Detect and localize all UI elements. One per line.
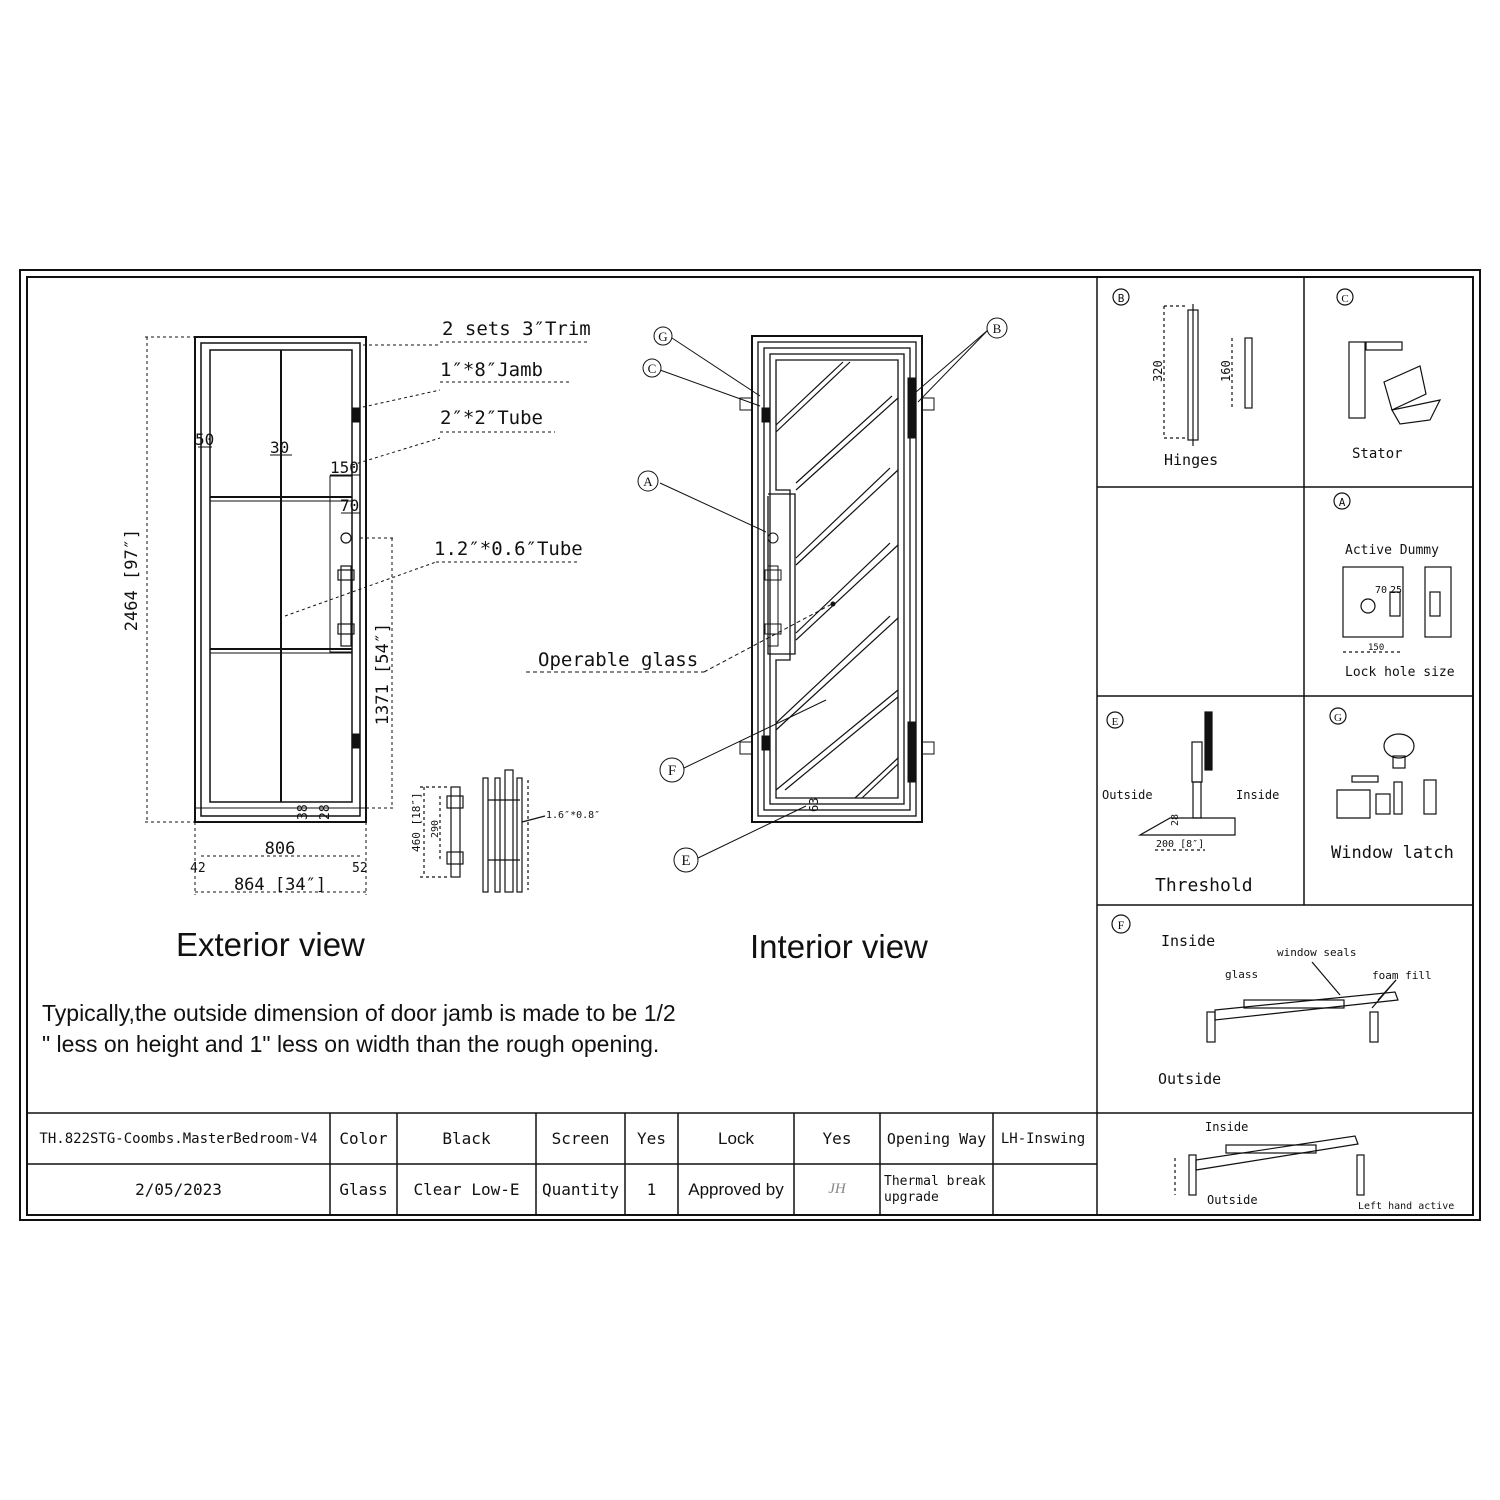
dim-38: 38 [296, 804, 311, 820]
lock-label-cell: Lock [718, 1128, 754, 1148]
latch-label: Window latch [1331, 843, 1454, 863]
dim-42: 42 [190, 861, 206, 876]
dim-52: 52 [352, 861, 368, 876]
opening-way-value: LH-Inswing [1000, 1130, 1086, 1147]
approved-label: Approved by [688, 1179, 784, 1199]
glass-value: Clear Low-E [413, 1180, 520, 1199]
inner-border [27, 277, 1473, 1215]
quantity-label: Quantity [541, 1180, 620, 1199]
dim-lock-25: 25 [1390, 585, 1403, 596]
section-outside: Outside [1158, 1070, 1222, 1088]
dim-width-inner: 806 [264, 839, 296, 859]
screen-label: Screen [551, 1129, 610, 1148]
interior-door-drawing [526, 330, 988, 858]
color-value: Black [442, 1129, 491, 1148]
marker-c-detail: C [1341, 293, 1349, 305]
callout-tube: 2″*2″Tube [440, 407, 543, 429]
lock-label: Lock hole size [1345, 665, 1455, 680]
jamb-note: Typically,the outside dimension of door jamb is made to be 1/2 " less on height and 1" less on width than the rough opening. [42, 1000, 676, 1057]
threshold-outside: Outside [1102, 788, 1153, 802]
marker-a-detail: A [1338, 496, 1346, 509]
lock-heading: Active Dummy [1345, 543, 1439, 558]
dim-height: 2464 [97″] [122, 528, 142, 632]
marker-b: B [992, 321, 1002, 336]
dim-threshold-28: 28 [1170, 813, 1181, 826]
callout-jamb: 1″*8″Jamb [440, 359, 543, 381]
dim-150: 150 [330, 458, 359, 477]
marker-f: F [667, 763, 677, 779]
plan-inside: Inside [1205, 1120, 1249, 1134]
latch-detail [1330, 708, 1436, 818]
glass-label: Glass [339, 1180, 388, 1199]
marker-g: G [658, 329, 668, 344]
section-inside: Inside [1161, 932, 1216, 950]
outer-border [20, 270, 1480, 1220]
stator-label: Stator [1352, 446, 1403, 462]
marker-e: E [681, 853, 691, 869]
dim-handle-height: 1371 [54″] [373, 622, 393, 726]
dim-lock-70: 70 [1375, 585, 1388, 596]
marker-g-detail: G [1334, 712, 1342, 724]
dim-28: 28 [318, 804, 333, 820]
marker-e-detail: E [1111, 716, 1119, 728]
dim-lock-150: 150 [1368, 643, 1385, 653]
section-glass: glass [1225, 968, 1259, 981]
color-label: Color [339, 1129, 388, 1148]
quantity-value: 1 [646, 1180, 657, 1199]
plan-detail [1175, 1136, 1364, 1195]
dim-460: 460 [18″] [410, 792, 423, 852]
threshold-label: Threshold [1155, 875, 1253, 896]
dim-320: 320 [1151, 360, 1165, 382]
plan-active: Left hand active [1358, 1201, 1455, 1212]
drawing-date: 2/05/2023 [135, 1180, 222, 1199]
opening-way-label: Opening Way [886, 1129, 987, 1148]
callout-trim: 2 sets 3″Trim [442, 318, 591, 340]
dim-63: 63 [807, 797, 821, 812]
dim-width-outer: 864 [34″] [233, 875, 327, 895]
section-seals: window seals [1277, 946, 1357, 959]
marker-b-detail: B [1117, 292, 1125, 305]
dim-290: 290 [430, 819, 441, 838]
lock-value: Yes [822, 1129, 852, 1148]
operable-glass-label: Operable glass [538, 649, 699, 671]
thermal-break-note: Thermal break upgrade [884, 1173, 986, 1205]
threshold-detail [1107, 712, 1235, 850]
callout-small-tube: 1.2″*0.6″Tube [434, 538, 583, 560]
project-name: TH.822STG-Coombs.MasterBedroom-V4 [39, 1130, 318, 1147]
marker-f-detail: F [1117, 918, 1125, 932]
exterior-view-title: Exterior view [176, 926, 365, 963]
approved-signature: JH [828, 1181, 846, 1197]
marker-a: A [643, 474, 653, 489]
interior-markers [638, 318, 1007, 872]
dim-50: 50 [195, 430, 215, 449]
dim-70: 70 [340, 496, 360, 515]
lock-detail [1334, 493, 1451, 652]
section-foam: foam fill [1372, 969, 1432, 982]
detail-grid [1097, 277, 1473, 1215]
dim-tube-spec: 1.6″*0.8″ [546, 810, 601, 821]
stator-detail [1337, 289, 1440, 424]
interior-view-title: Interior view [750, 928, 928, 965]
dim-30: 30 [270, 438, 290, 457]
screen-value: Yes [637, 1129, 666, 1148]
threshold-inside: Inside [1236, 788, 1280, 802]
exterior-callouts [434, 318, 591, 560]
plan-outside: Outside [1207, 1193, 1258, 1207]
dim-160: 160 [1219, 360, 1233, 382]
dim-threshold-200: 200 [8″] [1156, 839, 1205, 850]
marker-c: C [647, 361, 657, 376]
hinges-label: Hinges [1164, 451, 1219, 469]
